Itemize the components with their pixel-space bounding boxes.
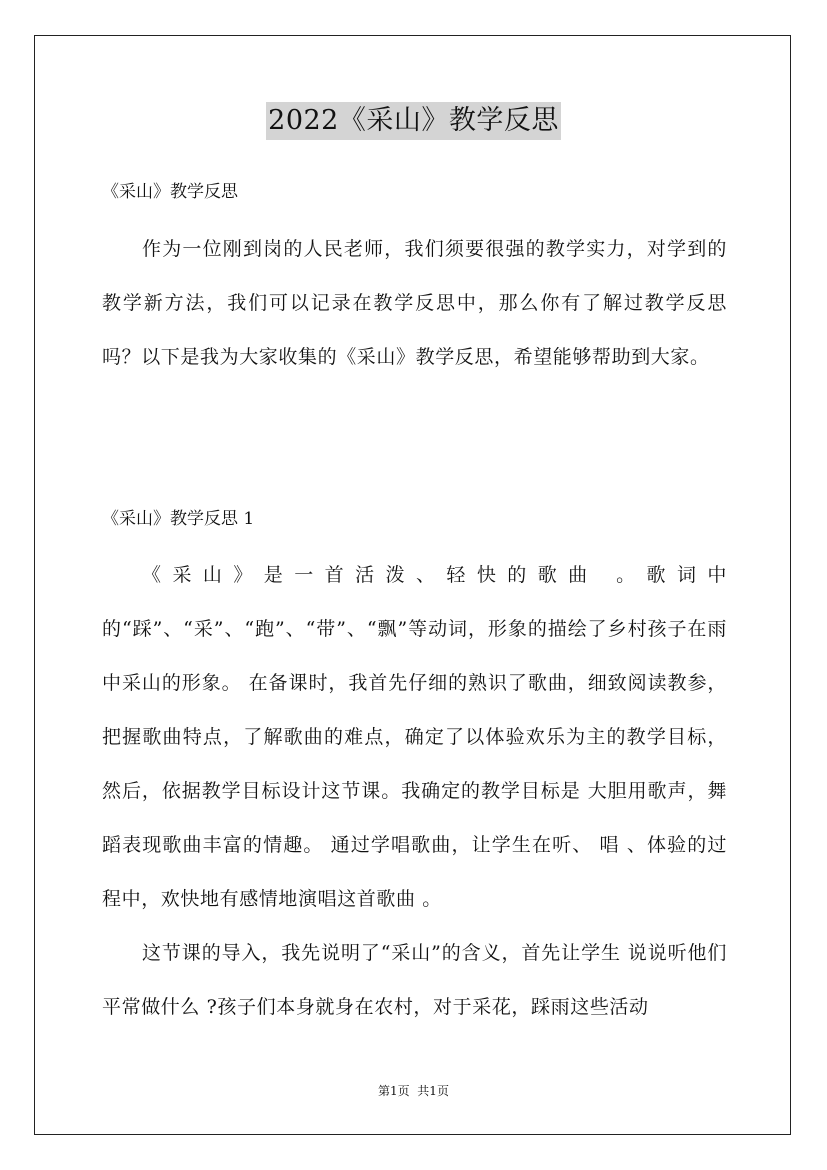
intro-heading: 《采山》教学反思 xyxy=(102,182,238,202)
title-container xyxy=(0,102,827,140)
section-1-paragraph-1: 《采山》是一首活泼、轻快的歌曲 。歌词中的“踩”、“采”、“跑”、“带”、“飘”等动词，形象的描绘了乡村孩子在雨中采山的形象。 在备课时，我首先仔细的熟识了歌曲，细致阅读教参，把握歌曲特点，了解歌曲的难点，确定了以体验欢乐为主的教学目标，然后，依据教学目标设计这节课。我确定的教学目标是 大胆用歌声，舞蹈表现歌曲丰富的情趣。 通过学唱歌曲，让学生在听、 唱 、体验的过程中，欢快地有感情地演唱这首歌曲 。 xyxy=(102,564,727,910)
section-1-paragraph-2: 这节课的导入，我先说明了“采山”的含义，首先让学生 说说听他们平常做什么 ?孩子们本身就身在农村，对于采花，踩雨这些活动 xyxy=(102,942,727,1018)
document-title: 2022《采山》教学反思 xyxy=(266,102,561,140)
section-1-heading: 《采山》教学反思 1 xyxy=(102,509,255,529)
intro-paragraph: 作为一位刚到岗的人民老师，我们须要很强的教学实力，对学到的教学新方法，我们可以记录在教学反思中，那么你有了解过教学反思吗？以下是我为大家收集的《采山》教学反思，希望能够帮助到大家。 xyxy=(102,238,727,368)
page-footer: 第1页 共1页 xyxy=(378,1084,449,1098)
